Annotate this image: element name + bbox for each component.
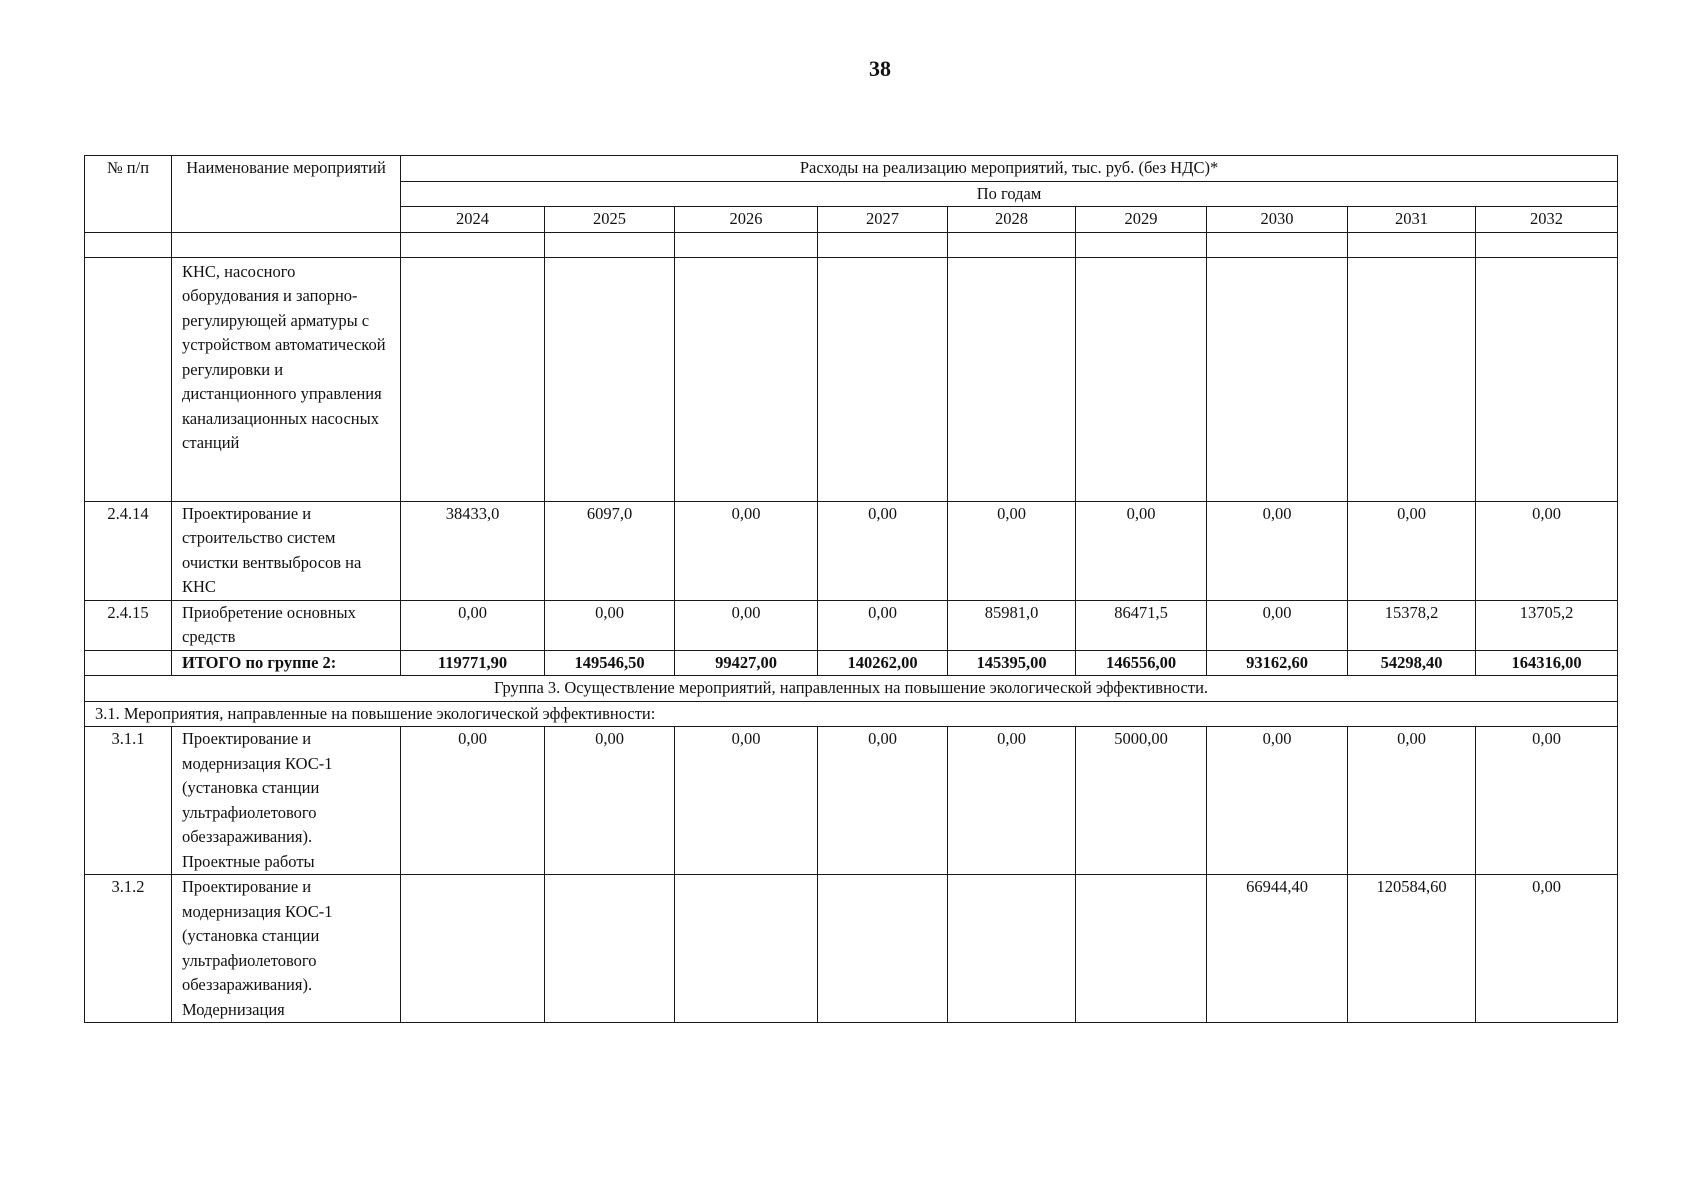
value-cell: 0,00 [675,600,818,650]
total-value: 99427,00 [675,650,818,676]
value-cell [1348,257,1476,501]
year-cell: 2032 [1476,207,1618,233]
header-row-1 [85,156,1618,182]
value-cell: 86471,5 [1076,600,1207,650]
value-cell: 5000,00 [1076,727,1207,875]
total-value: 145395,00 [948,650,1076,676]
spacer-cell [545,232,675,257]
year-cell: 2031 [1348,207,1476,233]
spacer-cell [818,232,948,257]
value-cell: 15378,2 [1348,600,1476,650]
table-row [85,600,1618,650]
value-cell: 0,00 [545,600,675,650]
value-cell: 0,00 [1076,501,1207,600]
value-cell: 0,00 [1476,727,1618,875]
value-cell: 0,00 [818,501,948,600]
header-by-years: По годам [401,181,1618,207]
value-cell: 66944,40 [1207,875,1348,1023]
value-cell: 0,00 [948,727,1076,875]
value-cell: 120584,60 [1348,875,1476,1023]
value-cell [818,875,948,1023]
value-cell [545,257,675,501]
total-value: 146556,00 [1076,650,1207,676]
total-value: 119771,90 [401,650,545,676]
row-name: КНС, насосного оборудования и запорно-регулирующей арматуры с устройством автоматической регулировки и дистанционного управления канализационных насосных станций [172,257,401,501]
spacer-row [85,232,1618,257]
header-expenses-title: Расходы на реализацию мероприятий, тыс. руб. (без НДС)* [401,156,1618,182]
table-row [85,875,1618,1023]
value-cell: 0,00 [545,727,675,875]
spacer-cell [172,232,401,257]
section-title-row [85,701,1618,727]
group-title-row [85,676,1618,702]
expenses-table [84,155,1618,1023]
row-name: Проектирование и модернизация КОС-1 (установка станции ультрафиолетового обеззараживания). Модернизация [172,875,401,1023]
year-cell: 2028 [948,207,1076,233]
value-cell: 0,00 [818,600,948,650]
row-name: Проектирование и строительство систем очистки вентвыбросов на КНС [172,501,401,600]
total-value: 164316,00 [1476,650,1618,676]
total-value: 140262,00 [818,650,948,676]
value-cell: 0,00 [818,727,948,875]
spacer-cell [948,232,1076,257]
row-number: 2.4.15 [85,600,172,650]
page-number: 38 [869,56,891,81]
year-cell: 2025 [545,207,675,233]
year-cell: 2030 [1207,207,1348,233]
value-cell: 0,00 [1207,600,1348,650]
value-cell [545,875,675,1023]
total-number-cell [85,650,172,676]
row-name: Проектирование и модернизация КОС-1 (установка станции ультрафиолетового обеззараживания). Проектные работы [172,727,401,875]
value-cell: 85981,0 [948,600,1076,650]
value-cell: 13705,2 [1476,600,1618,650]
value-cell [401,875,545,1023]
value-cell [818,257,948,501]
year-cell: 2026 [675,207,818,233]
value-cell: 0,00 [948,501,1076,600]
total-value: 149546,50 [545,650,675,676]
total-row [85,650,1618,676]
value-cell [948,257,1076,501]
value-cell: 0,00 [1476,875,1618,1023]
year-cell: 2024 [401,207,545,233]
row-name: Приобретение основных средств [172,600,401,650]
row-number [85,257,172,501]
total-label: ИТОГО по группе 2: [172,650,401,676]
row-number: 2.4.14 [85,501,172,600]
section-3-1-title: 3.1. Мероприятия, направленные на повышение экологической эффективности: [85,701,1618,727]
value-cell: 0,00 [675,501,818,600]
spacer-cell [1207,232,1348,257]
header-col-no: № п/п [85,156,172,233]
total-value: 93162,60 [1207,650,1348,676]
header-col-name: Наименование мероприятий [172,156,401,233]
value-cell: 6097,0 [545,501,675,600]
value-cell [401,257,545,501]
value-cell: 0,00 [401,600,545,650]
value-cell: 0,00 [401,727,545,875]
value-cell: 0,00 [1476,501,1618,600]
value-cell: 0,00 [1207,501,1348,600]
table-row [85,501,1618,600]
group-3-title: Группа 3. Осуществление мероприятий, направленных на повышение экологической эффективности. [85,676,1618,702]
spacer-cell [1348,232,1476,257]
value-cell [948,875,1076,1023]
value-cell [1207,257,1348,501]
value-cell: 0,00 [1348,727,1476,875]
year-cell: 2027 [818,207,948,233]
spacer-cell [401,232,545,257]
spacer-cell [1476,232,1618,257]
value-cell [675,257,818,501]
value-cell [1476,257,1618,501]
total-value: 54298,40 [1348,650,1476,676]
value-cell: 0,00 [675,727,818,875]
spacer-cell [85,232,172,257]
table-row [85,257,1618,501]
value-cell [1076,875,1207,1023]
spacer-cell [1076,232,1207,257]
year-cell: 2029 [1076,207,1207,233]
value-cell: 38433,0 [401,501,545,600]
spacer-cell [675,232,818,257]
value-cell [675,875,818,1023]
row-number: 3.1.1 [85,727,172,875]
value-cell: 0,00 [1207,727,1348,875]
value-cell: 0,00 [1348,501,1476,600]
value-cell [1076,257,1207,501]
table-row [85,727,1618,875]
row-number: 3.1.2 [85,875,172,1023]
